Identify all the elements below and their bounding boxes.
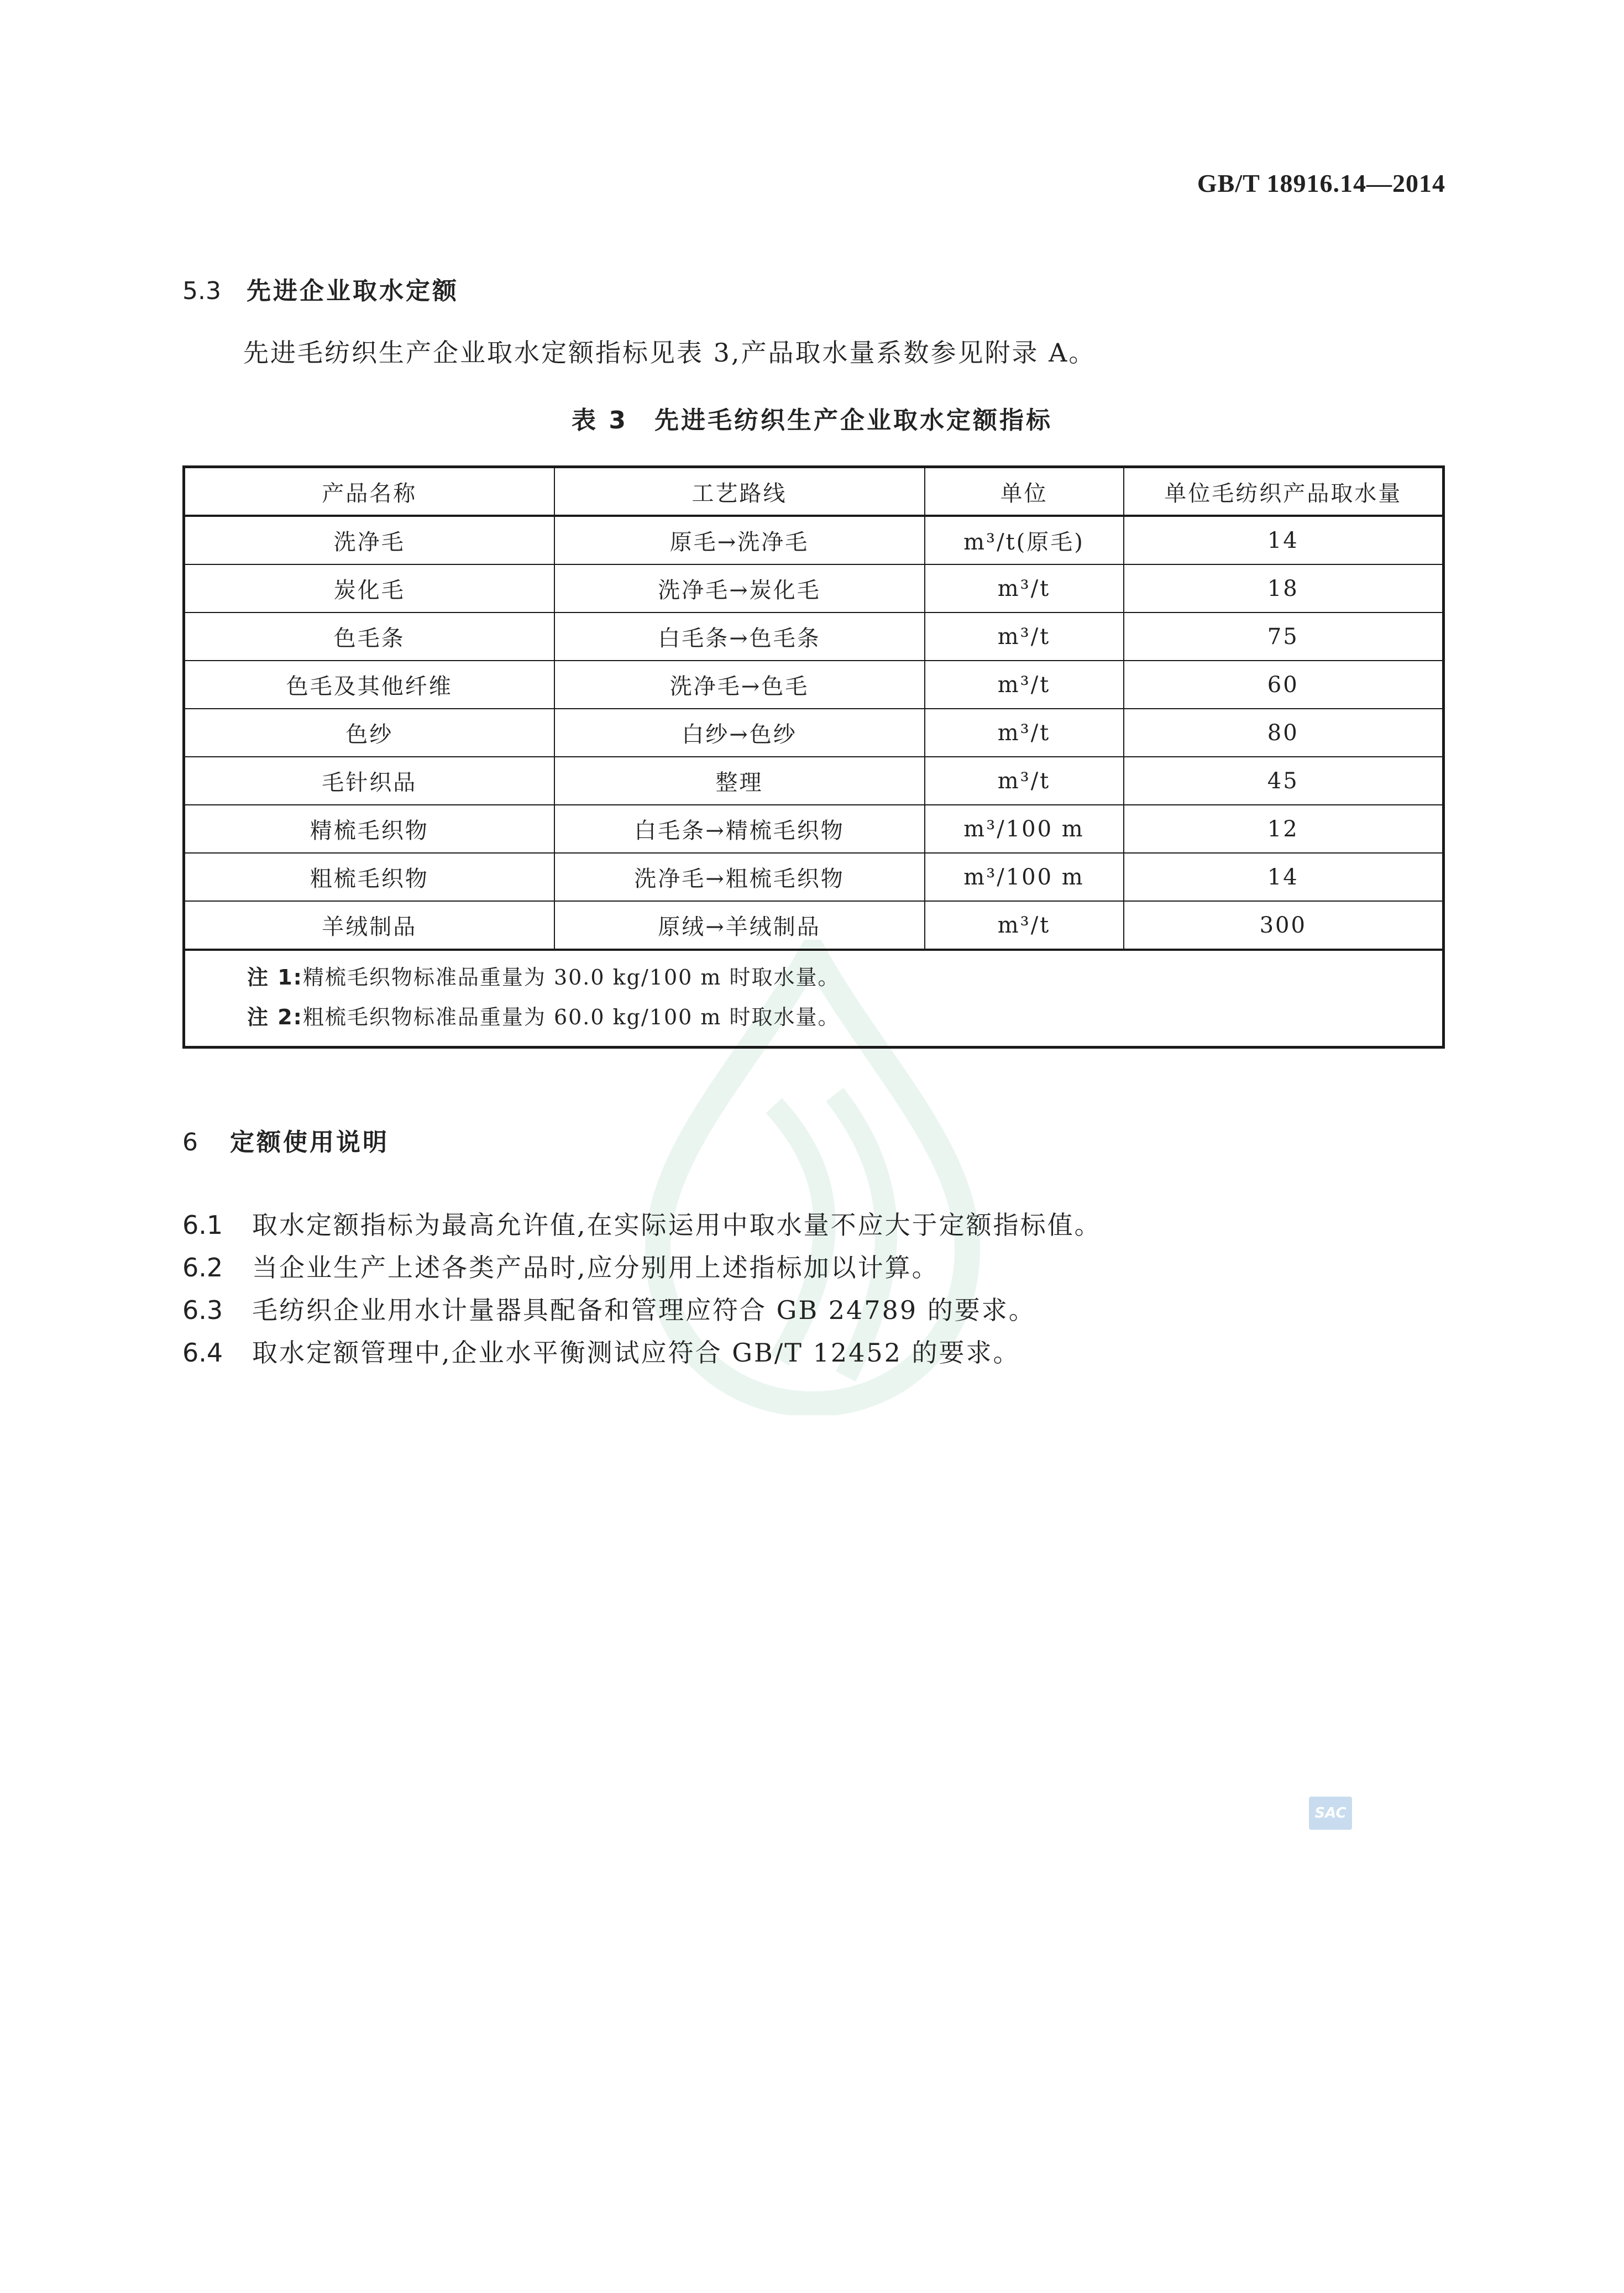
table-caption-number: 表 3 <box>572 406 628 434</box>
table-caption-title: 先进毛纺织生产企业取水定额指标 <box>654 406 1052 434</box>
document-code: GB/T 18916.14—2014 <box>1197 169 1445 197</box>
cell-route: 原毛→洗净毛 <box>554 516 925 564</box>
header-process-route: 工艺路线 <box>554 467 925 516</box>
item-number: 6.4 <box>182 1338 223 1368</box>
table-notes <box>184 950 1444 1048</box>
section-5-3-paragraph: 先进毛纺织生产企业取水定额指标见表 3,产品取水量系数参见附录 A。 <box>243 338 1096 368</box>
cell-product: 色毛条 <box>184 612 554 661</box>
section-6-heading <box>182 1122 389 1158</box>
section-6-item <box>182 1290 1036 1327</box>
cell-product: 毛针织品 <box>184 757 554 805</box>
section-number: 5.3 <box>182 277 221 305</box>
cell-value: 18 <box>1124 564 1444 612</box>
header-unit: 单位 <box>925 467 1124 516</box>
cell-route: 洗净毛→色毛 <box>554 661 925 709</box>
sac-logo: SAC <box>1309 1797 1352 1830</box>
cell-unit: m³/t <box>925 661 1124 709</box>
note-text: 精梳毛织物标准品重量为 30.0 kg/100 m 时取水量。 <box>302 965 840 990</box>
cell-unit: m³/t <box>925 757 1124 805</box>
table-row <box>184 757 1444 805</box>
table-caption <box>0 400 1624 436</box>
table-note <box>247 957 1442 997</box>
cell-value: 75 <box>1124 612 1444 661</box>
cell-product: 洗净毛 <box>184 516 554 564</box>
table-row <box>184 564 1444 612</box>
section-5-3-heading <box>182 271 459 306</box>
cell-unit: m³/t(原毛) <box>925 516 1124 564</box>
cell-route: 洗净毛→粗梳毛织物 <box>554 853 925 901</box>
table-note <box>247 997 1442 1037</box>
note-label: 注 2: <box>247 1005 303 1029</box>
cell-value: 60 <box>1124 661 1444 709</box>
item-text: 取水定额指标为最高允许值,在实际运用中取水量不应大于定额指标值。 <box>252 1210 1102 1240</box>
item-number: 6.3 <box>182 1295 223 1325</box>
cell-product: 炭化毛 <box>184 564 554 612</box>
table-row <box>184 516 1444 564</box>
cell-value: 45 <box>1124 757 1444 805</box>
cell-route: 白毛条→色毛条 <box>554 612 925 661</box>
note-label: 注 1: <box>247 965 303 990</box>
cell-unit: m³/100 m <box>925 853 1124 901</box>
cell-value: 14 <box>1124 853 1444 901</box>
cell-value: 300 <box>1124 901 1444 950</box>
table-row <box>184 709 1444 757</box>
cell-route: 原绒→羊绒制品 <box>554 901 925 950</box>
item-text: 当企业生产上述各类产品时,应分别用上述指标加以计算。 <box>252 1253 939 1282</box>
section-6-item <box>182 1248 939 1284</box>
cell-unit: m³/t <box>925 901 1124 950</box>
section-6-item <box>182 1333 1020 1369</box>
table-row <box>184 805 1444 853</box>
table-row <box>184 853 1444 901</box>
cell-route: 白毛条→精梳毛织物 <box>554 805 925 853</box>
cell-unit: m³/100 m <box>925 805 1124 853</box>
cell-product: 羊绒制品 <box>184 901 554 950</box>
cell-value: 14 <box>1124 516 1444 564</box>
cell-unit: m³/t <box>925 612 1124 661</box>
item-text: 毛纺织企业用水计量器具配备和管理应符合 GB 24789 的要求。 <box>252 1295 1036 1325</box>
header-water-intake: 单位毛纺织产品取水量 <box>1124 467 1444 516</box>
section-number: 6 <box>182 1128 198 1156</box>
cell-route: 洗净毛→炭化毛 <box>554 564 925 612</box>
cell-value: 80 <box>1124 709 1444 757</box>
cell-product: 色毛及其他纤维 <box>184 661 554 709</box>
section-title: 定额使用说明 <box>230 1128 389 1156</box>
table-row <box>184 661 1444 709</box>
section-6-item <box>182 1205 1102 1242</box>
header-product-name: 产品名称 <box>184 467 554 516</box>
cell-product: 粗梳毛织物 <box>184 853 554 901</box>
table-row <box>184 901 1444 950</box>
cell-route: 白纱→色纱 <box>554 709 925 757</box>
cell-value: 12 <box>1124 805 1444 853</box>
table-row <box>184 612 1444 661</box>
cell-product: 色纱 <box>184 709 554 757</box>
quota-table <box>182 465 1445 1049</box>
item-text: 取水定额管理中,企业水平衡测试应符合 GB/T 12452 的要求。 <box>252 1338 1020 1368</box>
item-number: 6.1 <box>182 1210 223 1240</box>
cell-unit: m³/t <box>925 564 1124 612</box>
cell-route: 整理 <box>554 757 925 805</box>
note-text: 粗梳毛织物标准品重量为 60.0 kg/100 m 时取水量。 <box>302 1005 840 1029</box>
table-header-row <box>184 467 1444 516</box>
cell-product: 精梳毛织物 <box>184 805 554 853</box>
cell-unit: m³/t <box>925 709 1124 757</box>
table-notes-row <box>184 950 1444 1048</box>
item-number: 6.2 <box>182 1253 223 1282</box>
section-title: 先进企业取水定额 <box>246 277 459 305</box>
